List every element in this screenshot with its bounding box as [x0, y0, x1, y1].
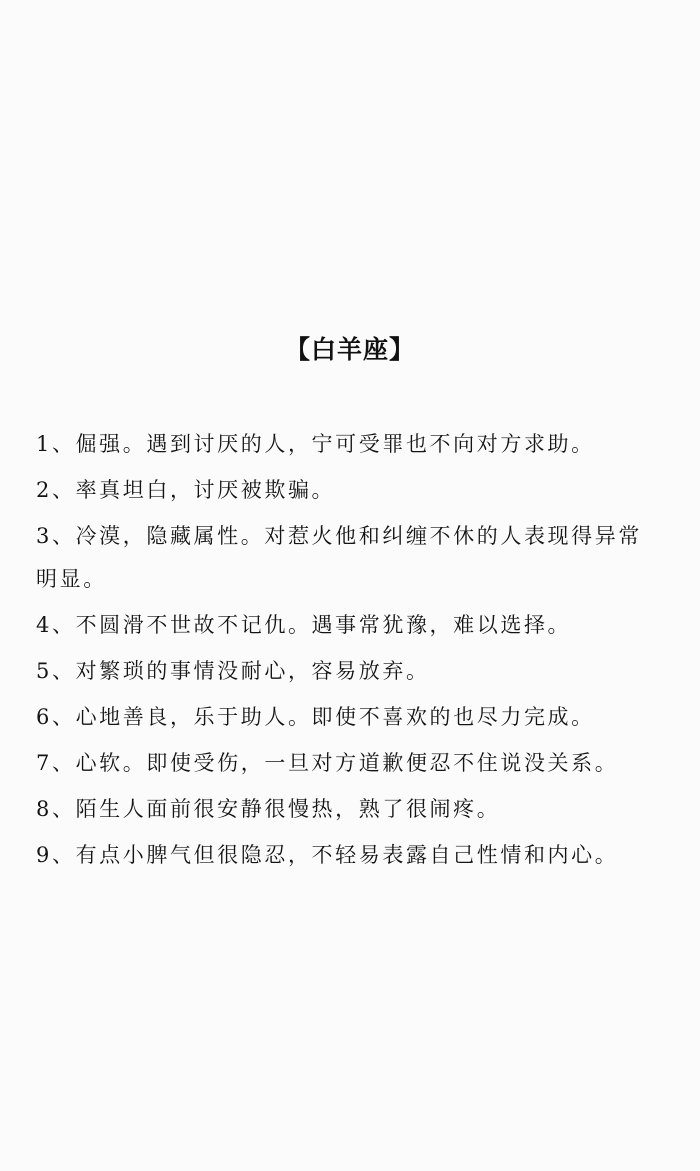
item-text: 倔强。遇到讨厌的人，宁可受罪也不向对方求助。	[75, 432, 595, 456]
list-item	[36, 696, 664, 739]
item-number: 3、	[36, 524, 76, 548]
list-item	[36, 788, 664, 831]
list-item	[36, 650, 664, 693]
list-item	[36, 742, 664, 785]
item-text: 率真坦白，讨厌被欺骗。	[75, 478, 336, 502]
item-text: 陌生人面前很安静很慢热，熟了很闹疼。	[75, 797, 501, 821]
item-number: 1、	[36, 432, 76, 456]
item-text: 心软。即使受伤，一旦对方道歉便忍不住说没关系。	[75, 751, 619, 775]
item-number: 9、	[36, 843, 76, 867]
item-text: 不圆滑不世故不记仇。遇事常犹豫，难以选择。	[75, 613, 572, 637]
item-text: 心地善良，乐于助人。即使不喜欢的也尽力完成。	[75, 705, 595, 729]
item-number: 4、	[36, 613, 76, 637]
item-number: 5、	[36, 659, 76, 683]
item-number: 6、	[36, 705, 76, 729]
list-item	[36, 469, 664, 512]
item-text: 冷漠，隐藏属性。对惹火他和纠缠不休的人表现得异常明显。	[36, 524, 642, 591]
list-item	[36, 604, 664, 647]
trait-list	[36, 423, 664, 880]
list-item	[36, 515, 664, 601]
item-number: 7、	[36, 751, 76, 775]
item-text: 有点小脾气但很隐忍，不轻易表露自己性情和内心。	[75, 843, 619, 867]
item-number: 2、	[36, 478, 76, 502]
list-item	[36, 834, 664, 877]
item-number: 8、	[36, 797, 76, 821]
item-text: 对繁琐的事情没耐心，容易放弃。	[75, 659, 430, 683]
page-title: 【白羊座】	[284, 335, 415, 364]
list-item	[36, 423, 664, 466]
